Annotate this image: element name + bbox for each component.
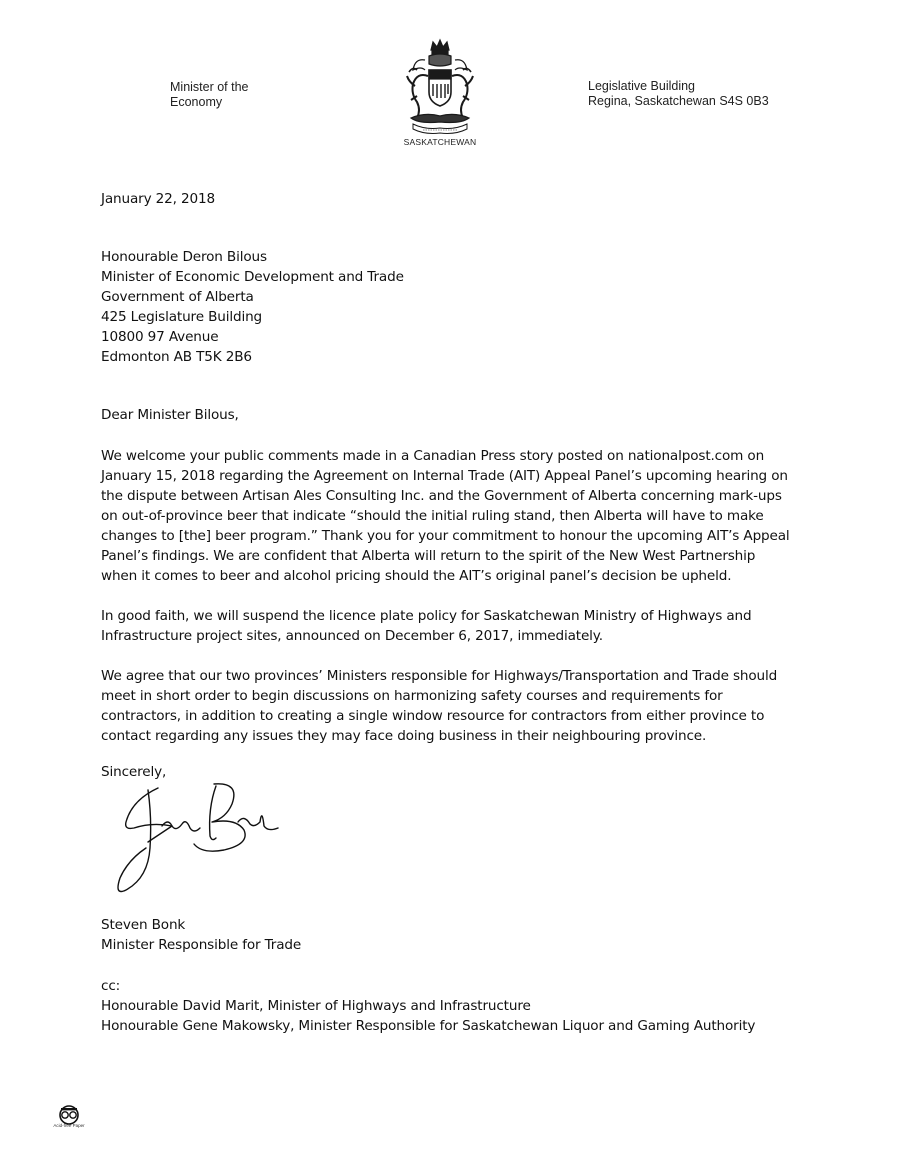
paragraph-line: meet in short order to begin discussions on harmonizing safety courses and requirements for xyxy=(101,688,723,704)
sender-office-line: Minister of the xyxy=(170,80,249,94)
paragraph-1 xyxy=(101,446,790,586)
paragraph-line: contact regarding any issues they may face doing business in their neighbouring province. xyxy=(101,728,707,744)
closing: Sincerely, xyxy=(101,764,167,780)
signer-title: Minister Responsible for Trade xyxy=(101,937,302,953)
paragraph-line: changes to [the] beer program.” Thank you for your commitment to honour the upcoming AIT’s Appeal xyxy=(101,528,790,544)
recycle-label: Acid-free Paper xyxy=(53,1123,85,1128)
salutation: Dear Minister Bilous, xyxy=(101,407,239,423)
recipient-line: Minister of Economic Development and Trade xyxy=(101,269,404,285)
recipient-block xyxy=(101,247,404,367)
handwritten-signature xyxy=(112,778,292,898)
paragraph-line: January 15, 2018 regarding the Agreement on Internal Trade (AIT) Appeal Panel’s upcoming hearing on xyxy=(101,468,788,484)
paragraph-line: We agree that our two provinces’ Ministers responsible for Highways/Transportation and Trade should xyxy=(101,668,778,684)
recipient-line: Edmonton AB T5K 2B6 xyxy=(101,349,252,365)
letter-date: January 22, 2018 xyxy=(101,191,215,207)
paragraph-line: Panel’s findings. We are confident that Alberta will return to the spirit of the New West Partnership xyxy=(101,548,756,564)
paragraph-3 xyxy=(101,666,777,746)
cc-line: Honourable Gene Makowsky, Minister Responsible for Saskatchewan Liquor and Gaming Authority xyxy=(101,1018,756,1034)
sender-office xyxy=(170,80,249,110)
signer-name: Steven Bonk xyxy=(101,917,186,933)
sender-office-line: Economy xyxy=(170,95,223,109)
cc-block xyxy=(101,976,755,1036)
recipient-line: 10800 97 Avenue xyxy=(101,329,219,345)
paragraph-line: when it comes to beer and alcohol pricing should the AIT’s original panel’s decision be upheld. xyxy=(101,568,732,584)
signer-block xyxy=(101,915,301,955)
paragraph-2 xyxy=(101,606,751,646)
cc-label: cc: xyxy=(101,978,121,994)
sender-address xyxy=(588,79,769,109)
paragraph-line: the dispute between Artisan Ales Consulting Inc. and the Government of Alberta concerning mark-ups xyxy=(101,488,782,504)
paragraph-line: contractors, in addition to creating a single window resource for contractors from either province to xyxy=(101,708,765,724)
coat-of-arms-icon xyxy=(395,36,485,136)
cc-line: Honourable David Marit, Minister of Highways and Infrastructure xyxy=(101,998,531,1014)
recycled-paper-icon xyxy=(54,1103,84,1133)
sender-address-line: Regina, Saskatchewan S4S 0B3 xyxy=(588,94,769,108)
paragraph-line: In good faith, we will suspend the licence plate policy for Saskatchewan Ministry of Highways and xyxy=(101,608,752,624)
recipient-line: Honourable Deron Bilous xyxy=(101,249,267,265)
paragraph-line: We welcome your public comments made in a Canadian Press story posted on nationalpost.com on xyxy=(101,448,765,464)
recipient-line: 425 Legislature Building xyxy=(101,309,263,325)
paragraph-line: on out-of-province beer that indicate “should the initial ruling stand, then Alberta will have to make xyxy=(101,508,764,524)
sender-address-line: Legislative Building xyxy=(588,79,696,93)
paragraph-line: Infrastructure project sites, announced on December 6, 2017, immediately. xyxy=(101,628,603,644)
crest-label: SASKATCHEWAN xyxy=(403,137,477,147)
recipient-line: Government of Alberta xyxy=(101,289,254,305)
